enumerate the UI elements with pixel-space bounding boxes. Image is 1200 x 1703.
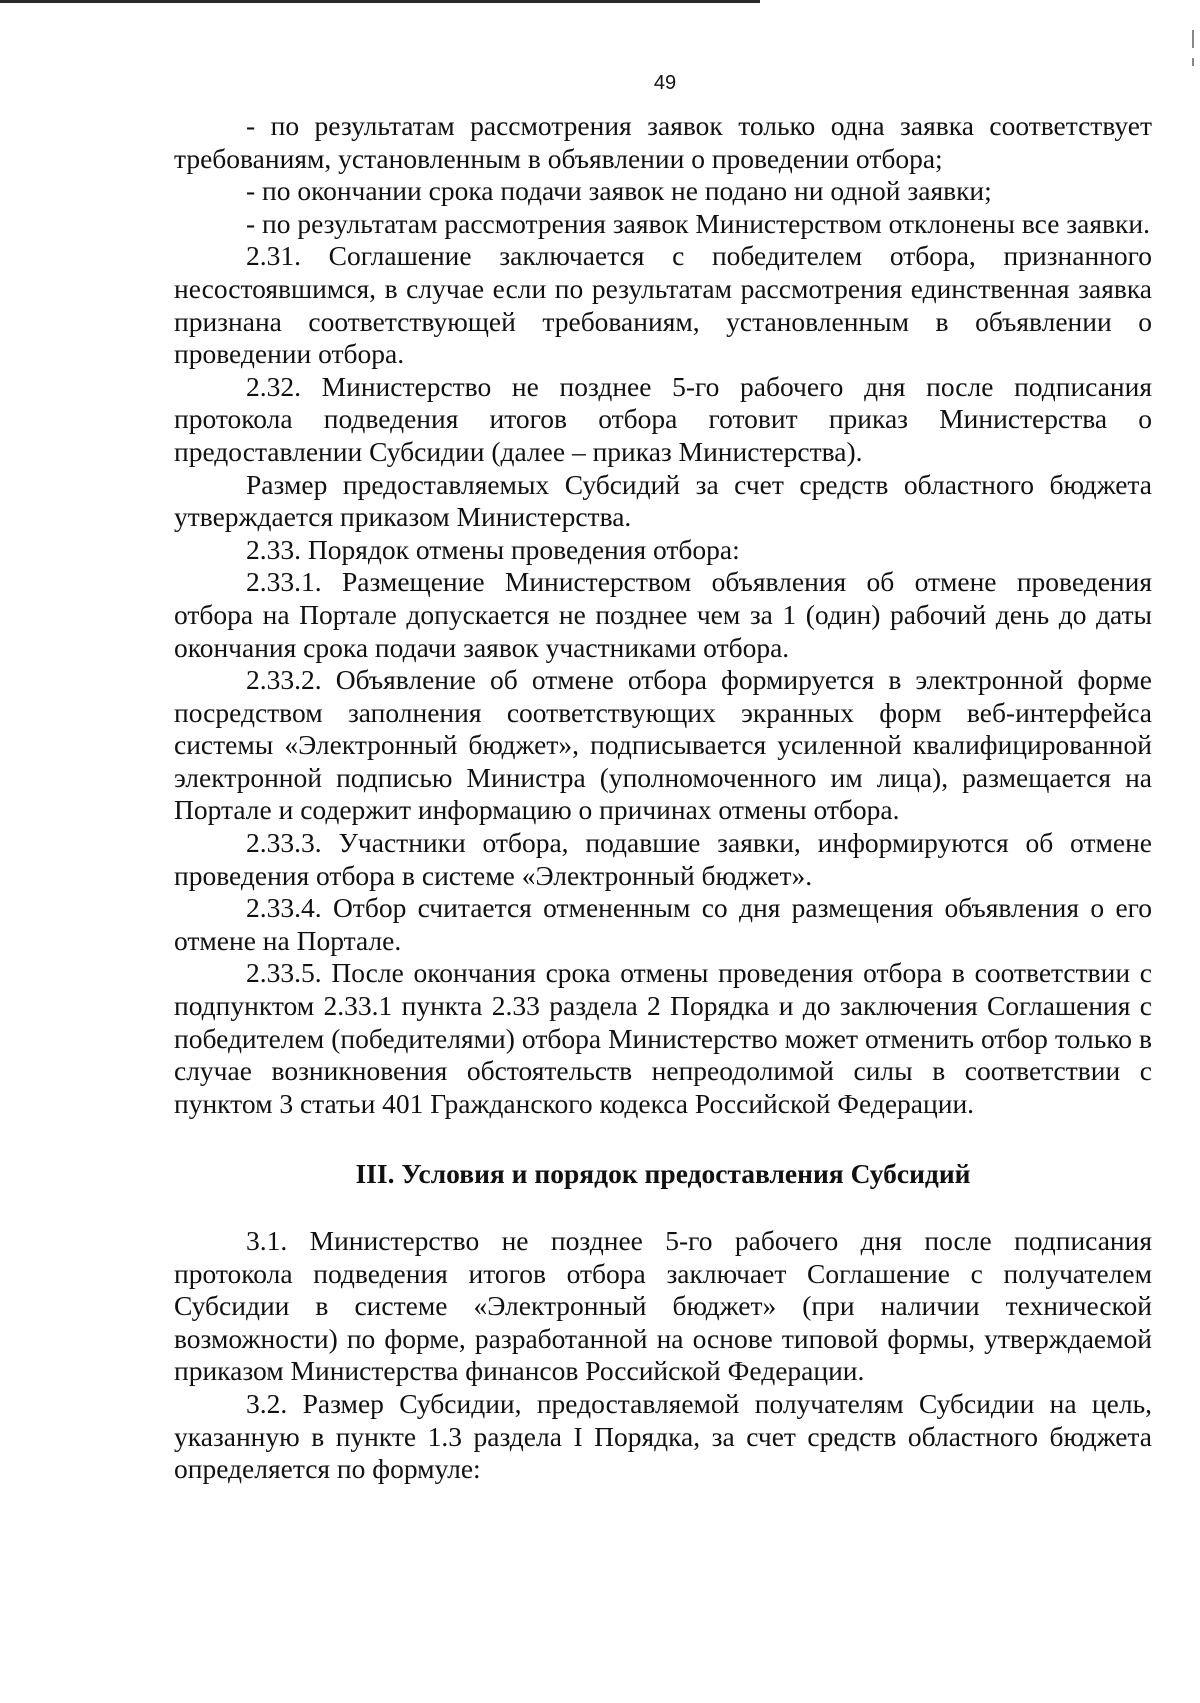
scan-mark-right-2 [1192, 58, 1194, 66]
paragraphs-before [174, 110, 1152, 1120]
document-body [174, 110, 1152, 1486]
paragraph-2-33-1: 2.33.1. Размещение Министерством объявления об отмене проведения отбора на Портале допускается не позднее чем за 1 (один) рабочий день до даты окончания срока подачи заявок участниками отбора. [174, 566, 1152, 663]
paragraph-3-1: 3.1. Министерство не позднее 5-го рабочего дня после подписания протокола подведения итогов отбора заключает Соглашение с получателем Субсидии в системе «Электронный бюджет» (при наличии технической возможности) по форме, разработанной на основе типовой формы, утверждаемой приказом Министерства финансов Российской Федерации. [174, 1225, 1152, 1387]
list-item-paragraph: - по результатам рассмотрения заявок только одна заявка соответствует требованиям, установленным в объявлении о проведении отбора; [174, 110, 1152, 174]
paragraph-2-33-2: 2.33.2. Объявление об отмене отбора формируется в электронной форме посредством заполнения соответствующих экранных форм веб-интерфейса системы «Электронный бюджет», подписывается усиленной квалифицированной электронной подписью Министра (уполномоченного им лица), размещается на Портале и содержит информацию о причинах отмены отбора. [174, 664, 1152, 826]
paragraph-2-33: 2.33. Порядок отмены проведения отбора: [246, 533, 740, 565]
scan-top-edge [0, 0, 760, 3]
paragraph-2-32: 2.32. Министерство не позднее 5-го рабочего дня после подписания протокола подведения итогов отбора готовит приказ Министерства о предоставлении Субсидии (далее – приказ Министерства). [174, 370, 1152, 467]
paragraph-2-33-3: 2.33.3. Участники отбора, подавшие заявки, информируются об отмене проведения отбора в системе «Электронный бюджет». [174, 827, 1152, 891]
list-item-paragraph: - по окончании срока подачи заявок не подано ни одной заявки; [246, 175, 992, 207]
paragraph-subsidy-size: Размер предоставляемых Субсидий за счет средств областного бюджета утверждается приказом Министерства. [174, 468, 1152, 533]
paragraph-3-2: 3.2. Размер Субсидии, предоставляемой получателям Субсидии на цель, указанную в пункте 1.3 раздела I Порядка, за счет средств областного бюджета определяется по формуле: [174, 1387, 1152, 1485]
paragraph-2-31: 2.31. Соглашение заключается с победителем отбора, признанного несостоявшимся, в случае если по результатам рассмотрения единственная заявка признана соответствующей требованиям, установленным в объявлении о проведении отбора. [174, 240, 1152, 370]
scan-mark-right [1192, 30, 1194, 48]
list-item-paragraph: - по результатам рассмотрения заявок Министерством отклонены все заявки. [246, 207, 1150, 239]
paragraphs-after [174, 1225, 1152, 1486]
paragraph-2-33-4: 2.33.4. Отбор считается отмененным со дня размещения объявления о его отмене на Портале. [174, 892, 1152, 956]
paragraph-2-33-5: 2.33.5. После окончания срока отмены проведения отбора в соответствии с подпунктом 2.33.1 пункта 2.33 раздела 2 Порядка и до заключения Соглашения с победителем (победителями) отбора Министерство может отменить отбор только в случае возникновения обстоятельств непреодолимой силы в соответствии с пунктом 3 статьи 401 Гражданского кодекса Российской Федерации. [174, 957, 1152, 1119]
page-number: 49 [653, 72, 677, 94]
section-heading: III. Условия и порядок предоставления Субсидий [355, 1158, 971, 1190]
